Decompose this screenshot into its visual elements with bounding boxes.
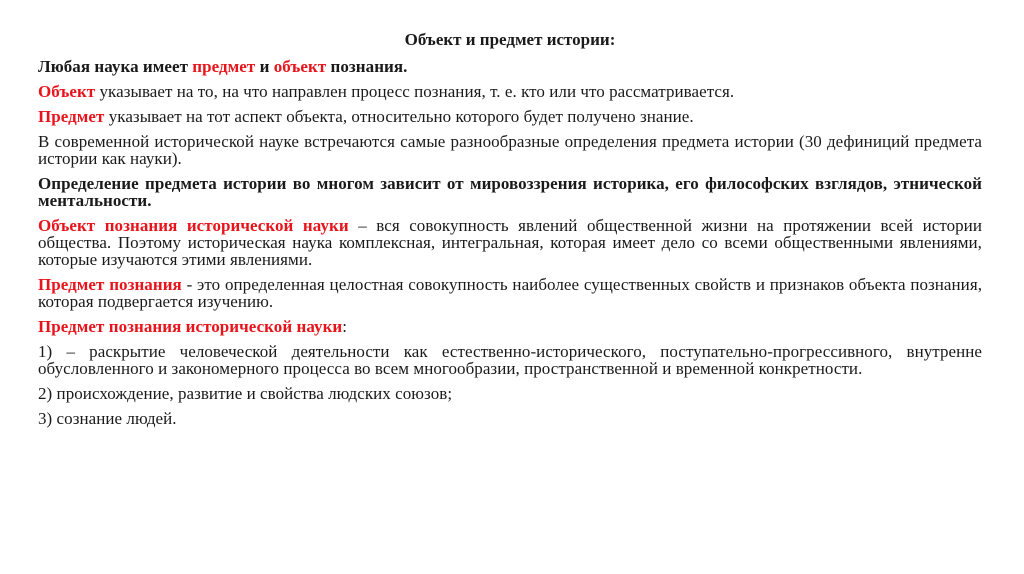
object-of-history-term: Объект познания исторической науки xyxy=(38,216,349,235)
intro-text-3: познания. xyxy=(326,57,408,76)
subject-of-cognition-definition: - это определенная целостная совокупность наиболее существенных свойств и признаков объекта познания, которая подвергается изучению. xyxy=(38,275,982,311)
intro-text-2: и xyxy=(255,57,274,76)
subject-of-history-colon: : xyxy=(342,317,348,336)
slide-content xyxy=(38,30,982,435)
paragraph-subject xyxy=(38,108,982,125)
paragraph-object xyxy=(38,83,982,100)
paragraph-subject-of-history xyxy=(38,318,982,335)
intro-text-1: Любая наука имеет xyxy=(38,57,193,76)
paragraph-intro xyxy=(38,58,982,75)
list-item-2: 2) происхождение, развитие и свойства людских союзов; xyxy=(38,384,453,403)
paragraph-subject-of-cognition xyxy=(38,276,982,310)
intro-highlight-subject: предмет xyxy=(192,57,256,76)
object-term: Объект xyxy=(38,82,96,101)
paragraph-object-of-history xyxy=(38,217,982,268)
subject-term: Предмет xyxy=(38,107,105,126)
list-item-3: 3) сознание людей. xyxy=(38,409,177,428)
subject-of-history-term: Предмет познания исторической науки xyxy=(38,317,343,336)
intro-highlight-object: объект xyxy=(273,57,327,76)
object-of-history-definition: – вся совокупность явлений общественной жизни на протяжении всей истории общества. Поэтому историческая наука комплексная, интегральная, которая имеет дело со всеми общественными явлениями, которые изучаются этими явлениями. xyxy=(38,216,982,269)
paragraph-worldview: Определение предмета истории во многом зависит от мировоззрения историка, его философских взглядов, этнической ментальности. xyxy=(38,174,982,210)
subject-definition: указывает на тот аспект объекта, относительно которого будет получено знание. xyxy=(104,107,694,126)
object-definition: указывает на то, на что направлен процесс познания, т. е. кто или что рассматривается. xyxy=(95,82,735,101)
subject-of-cognition-term: Предмет познания xyxy=(38,275,182,294)
slide-title: Объект и предмет истории: xyxy=(404,30,616,49)
paragraph-definitions: В современной исторической науке встречаются самые разнообразные определения предмета истории (30 дефиниций предмета истории как науки). xyxy=(38,132,982,168)
list-item-1: 1) – раскрытие человеческой деятельности как естественно-исторического, поступательно-прогрессивного, внутренне обусловленного и закономерного процесса во всем многообразии, пространственной и временной конкретности. xyxy=(38,342,982,378)
